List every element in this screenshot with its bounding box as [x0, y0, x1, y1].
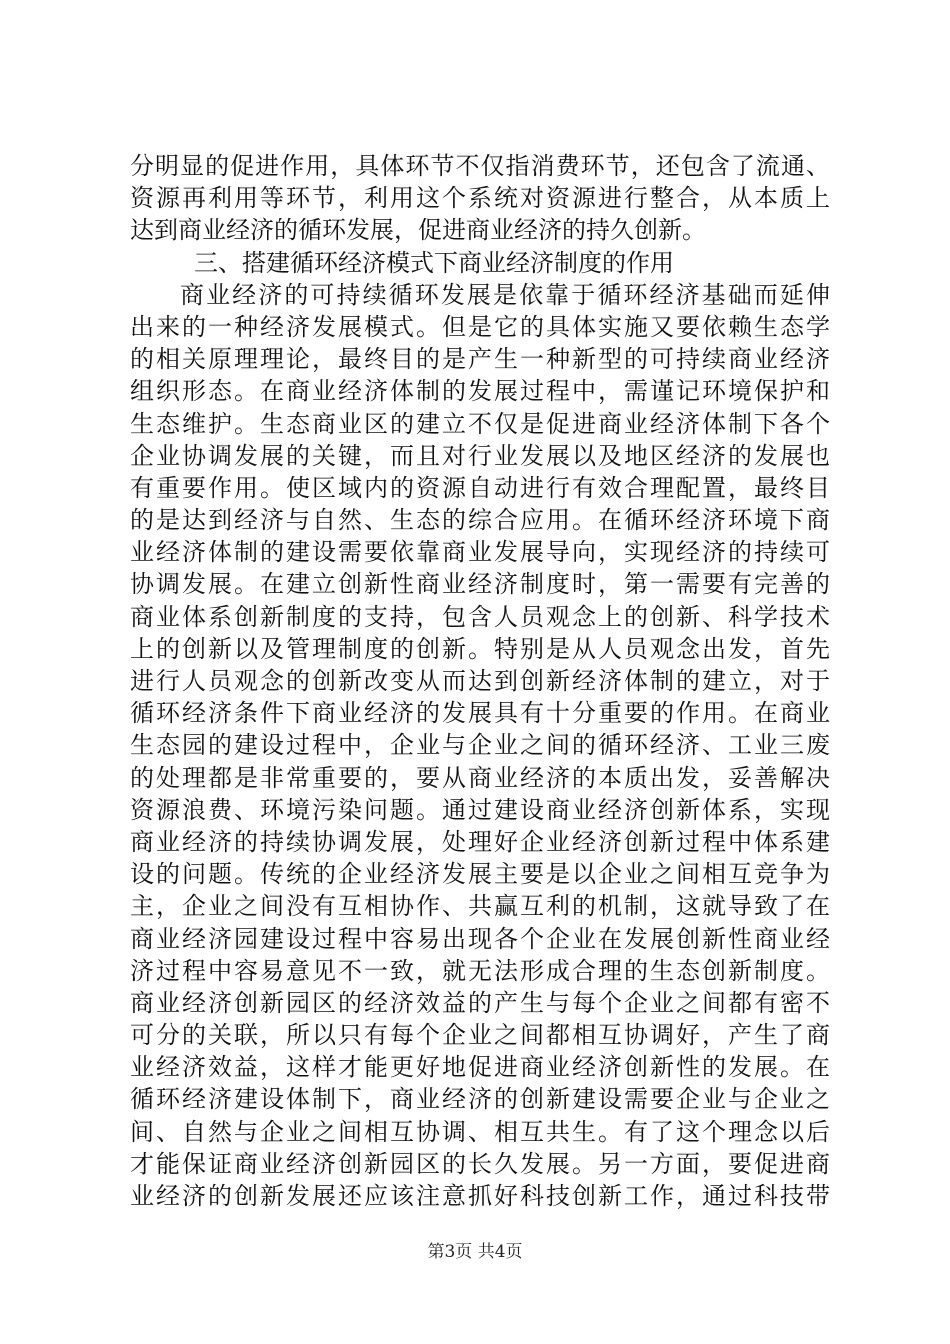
text-line: 达到商业经济的循环发展，促进商业经济的持久创新。: [130, 216, 706, 245]
text-line: 有重要作用。使区域内的资源自动进行有效合理配置，最终目: [130, 473, 830, 502]
text-line: 生态园的建设过程中，企业与企业之间的循环经济、工业三废: [130, 731, 830, 760]
text-line: 协调发展。在建立创新性商业经济制度时，第一需要有完善的: [130, 570, 830, 599]
text-line: 进行人员观念的创新改变从而达到创新经济体制的建立，对于: [130, 667, 830, 695]
text-line: 资源再利用等环节，利用这个系统对资源进行整合，从本质上: [130, 184, 830, 213]
text-line: 可分的关联，所以只有每个企业之间都相互协调好，产生了商: [130, 1021, 830, 1050]
text-line: 的相关原理理论，最终目的是产生一种新型的可持续商业经济: [130, 345, 830, 374]
text-line: 业经济效益，这样才能更好地促进商业经济创新性的发展。在: [130, 1053, 830, 1082]
text-line: 商业经济的可持续循环发展是依靠于循环经济基础而延伸: [180, 280, 830, 309]
text-line: 出来的一种经济发展模式。但是它的具体实施又要依赖生态学: [130, 312, 830, 341]
text-line: 循环经济建设体制下，商业经济的创新建设需要企业与企业之: [130, 1085, 830, 1114]
section-heading: 三、搭建循环经济模式下商业经济制度的作用: [194, 248, 674, 277]
text-line: 济过程中容易意见不一致，就无法形成合理的生态创新制度。: [130, 956, 830, 985]
text-line: 企业协调发展的关键，而且对行业发展以及地区经济的发展也: [130, 441, 830, 470]
page-number-footer: 第3页 共4页: [427, 1242, 523, 1262]
text-line: 分明显的促进作用，具体环节不仅指消费环节，还包含了流通、: [130, 152, 830, 180]
text-line: 上的创新以及管理制度的创新。特别是从人员观念出发，首先: [130, 634, 830, 663]
text-line: 主，企业之间没有互相协作、共赢互利的机制，这就导致了在: [130, 892, 830, 921]
text-line: 业经济的创新发展还应该注意抓好科技创新工作，通过科技带: [130, 1182, 830, 1210]
text-line: 间、自然与企业之间相互协调、相互共生。有了这个理念以后: [130, 1117, 830, 1146]
text-line: 的处理都是非常重要的，要从商业经济的本质出发，妥善解决: [130, 763, 830, 792]
text-line: 的是达到经济与自然、生态的综合应用。在循环经济环境下商: [130, 506, 830, 535]
text-line: 循环经济条件下商业经济的发展具有十分重要的作用。在商业: [130, 699, 830, 728]
text-line: 组织形态。在商业经济体制的发展过程中，需谨记环境保护和: [130, 377, 830, 406]
body-text: [130, 150, 830, 1212]
text-line: 资源浪费、环境污染问题。通过建设商业经济创新体系，实现: [130, 795, 830, 824]
text-line: 业经济体制的建设需要依靠商业发展导向，实现经济的持续可: [130, 538, 830, 567]
text-line: 商业经济的持续协调发展，处理好企业经济创新过程中体系建: [130, 827, 830, 856]
text-line: 生态维护。生态商业区的建立不仅是促进商业经济体制下各个: [130, 409, 830, 438]
text-line: 商业体系创新制度的支持，包含人员观念上的创新、科学技术: [130, 602, 830, 631]
text-line: 商业经济创新园区的经济效益的产生与每个企业之间都有密不: [130, 988, 830, 1017]
text-line: 商业经济园建设过程中容易出现各个企业在发展创新性商业经: [130, 924, 830, 953]
text-line: 设的问题。传统的企业经济发展主要是以企业之间相互竞争为: [130, 860, 830, 889]
text-line: 才能保证商业经济创新园区的长久发展。另一方面，要促进商: [130, 1149, 830, 1178]
